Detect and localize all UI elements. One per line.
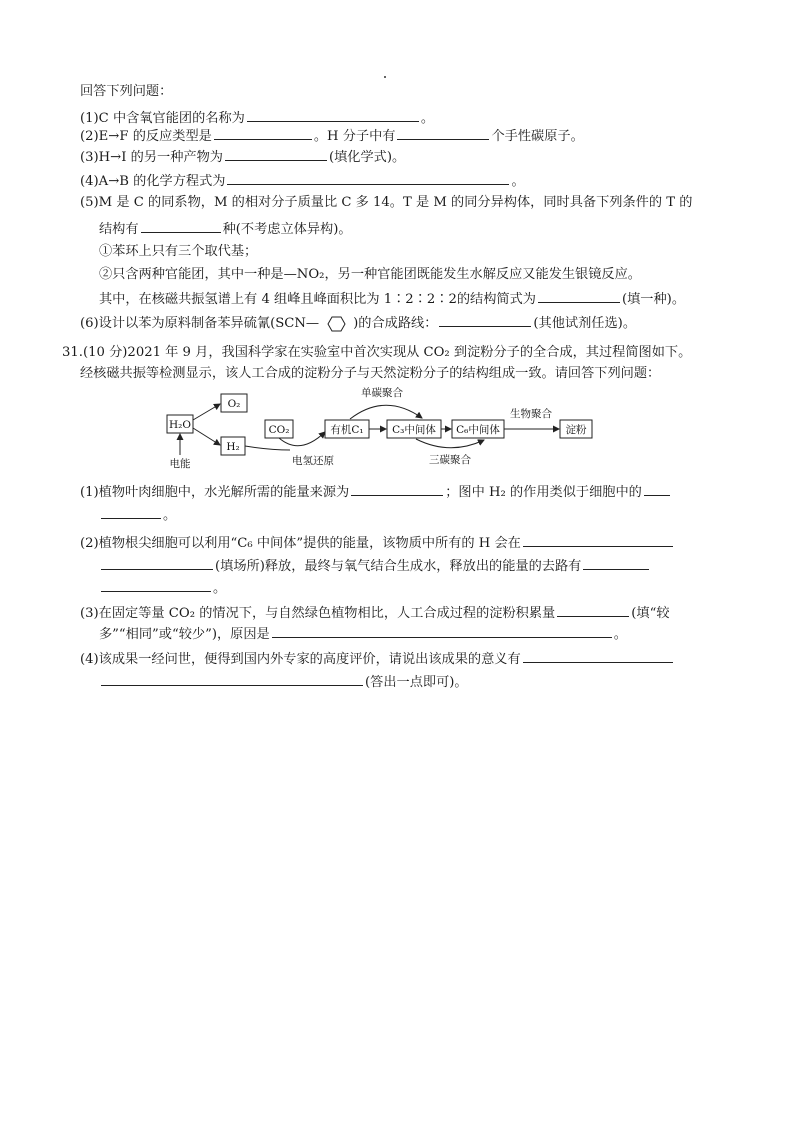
intro-text: 回答下列问题：	[80, 84, 173, 99]
q30-3-suffix: (填化学式)。	[328, 150, 406, 165]
q30-2-suffix: 个手性碳原子。	[491, 129, 584, 144]
organic-c1-label: 有机C₁	[330, 424, 364, 436]
q30-5-line2-suffix: 种(不考虑立体异构)。	[222, 222, 352, 237]
q31-4-line2-suffix: (答出一点即可)。	[365, 675, 468, 690]
q30-1	[80, 108, 434, 128]
q30-6-suffix: (其他试剂任选)。	[533, 316, 637, 331]
q31-4-answer-blank-b[interactable]	[101, 672, 363, 686]
q31-2-answer-blank-a[interactable]	[523, 533, 673, 547]
q31-4-line2	[99, 672, 468, 692]
q30-2-answer-blank-b[interactable]	[397, 126, 489, 140]
q30-5-line5	[99, 289, 685, 309]
q31-header: 31.(10 分)2021 年 9 月，我国科学家在实验室中首次实现从 CO₂ 到淀粉分子的全合成，其过程简图如下。	[62, 345, 692, 360]
three-carbon-polymerization-label: 三碳聚合	[429, 454, 471, 466]
q30-6-answer-blank[interactable]	[439, 313, 531, 327]
q31-3-answer-blank-b[interactable]	[272, 624, 612, 638]
q31-3-line1-prefix: (3)在固定等量 CO₂ 的情况下，与自然绿色植物相比，人工合成过程的淀粉积累量	[80, 606, 556, 621]
q31-3-line1	[80, 603, 670, 623]
q30-1-suffix: 。	[420, 111, 435, 126]
q30-4	[80, 171, 525, 191]
q30-5-line1: (5)M 是 C 的同系物，M 的相对分子质量比 C 多 14。T 是 M 的同分异构体，同时具备下列条件的 T 的	[80, 195, 693, 210]
q31-2-line2-middle: (填场所)释放，最终与氧气结合生成水，释放出的能量的去路有	[215, 559, 582, 574]
q31-2-answer-blank-c[interactable]	[583, 556, 649, 570]
q30-5-line2	[99, 219, 352, 239]
q31-1-line2	[99, 505, 176, 525]
q31-1-answer-blank-b[interactable]	[644, 482, 670, 496]
speck	[384, 76, 386, 78]
q30-3	[80, 147, 405, 167]
q31-4-line1-text: (4)该成果一经问世，便得到国内外专家的高度评价，请说出该成果的意义有	[80, 652, 521, 667]
q30-2-prefix: (2)E→F 的反应类型是	[80, 129, 212, 144]
biological-polymerization-label: 生物聚合	[510, 408, 552, 420]
electric-energy-label: 电能	[169, 458, 191, 470]
q31-3-line2-suffix: 。	[613, 627, 627, 642]
arrow-three-carbon	[416, 439, 484, 448]
q30-2-middle: 。H 分子中有	[313, 129, 396, 144]
benzene-ring-icon	[319, 314, 353, 334]
q31-3-answer-blank-a[interactable]	[557, 603, 629, 617]
q31-3-line1-suffix: (填“较	[631, 606, 670, 621]
co2-label: CO₂	[268, 424, 290, 436]
q31-2-line1-text: (2)植物根尖细胞可以利用“C₆ 中间体”提供的能量，该物质中所有的 H 会在	[80, 536, 521, 551]
line-h2-merge	[245, 446, 290, 450]
q31-1-middle: ；图中 H₂ 的作用类似于细胞中的	[445, 485, 642, 500]
q30-2-answer-blank-a[interactable]	[214, 126, 312, 140]
arrow-h2o-h2	[193, 428, 220, 445]
q30-6-middle: )的合成路线：	[353, 316, 438, 331]
q31-2-line3-suffix: 。	[213, 581, 227, 596]
q30-6-prefix: (6)设计以苯为原料制备苯异硫氰(SCN—	[80, 316, 320, 331]
q30-5-line2-prefix: 结构有	[99, 222, 139, 237]
q31-1-suffix: 。	[163, 508, 177, 523]
q30-2	[80, 126, 584, 146]
q30-5-line5-suffix: (填一种)。	[621, 292, 686, 307]
q30-4-answer-blank[interactable]	[227, 171, 509, 185]
q31-1-answer-blank-a[interactable]	[351, 482, 443, 496]
q31-3-line2	[99, 624, 627, 644]
c6-intermediate-label: C₆中间体	[456, 424, 500, 436]
q30-1-prefix: (1)C 中含氧官能团的名称为	[80, 111, 245, 126]
q31-1-answer-blank-c[interactable]	[101, 505, 161, 519]
q31-2-answer-blank-b[interactable]	[101, 556, 213, 570]
arrow-single-carbon	[350, 405, 422, 419]
q31-2-line2	[99, 556, 651, 576]
q30-1-answer-blank[interactable]	[247, 108, 419, 122]
q30-4-suffix: 。	[511, 174, 525, 189]
q31-4-answer-blank-a[interactable]	[523, 649, 673, 663]
starch-label: 淀粉	[565, 424, 587, 436]
q31-2-line3	[99, 578, 226, 598]
arrow-h2o-o2	[193, 404, 220, 420]
q30-5-condition-2: ②只含两种官能团，其中一种是—NO₂，另一种官能团既能发生水解反应又能发生银镜反应。	[99, 267, 641, 282]
q30-5-condition-1: ①苯环上只有三个取代基；	[99, 244, 258, 259]
q30-5-line5-prefix: 其中，在核磁共振氢谱上有 4 组峰且峰面积比为 1∶2∶2∶2的结构简式为	[99, 292, 536, 307]
single-carbon-polymerization-label: 单碳聚合	[361, 387, 403, 399]
q30-5-answer-blank-a[interactable]	[141, 219, 221, 233]
q31-2-line1	[80, 533, 675, 553]
q30-5-answer-blank-b[interactable]	[538, 289, 620, 303]
q30-6	[80, 313, 636, 334]
c3-intermediate-label: C₃中间体	[392, 424, 436, 436]
q31-1-line1	[80, 482, 672, 502]
synthesis-pathway-diagram	[150, 384, 610, 474]
q31-1-prefix: (1)植物叶肉细胞中，水光解所需的能量来源为	[80, 485, 350, 500]
h2-label: H₂	[226, 441, 240, 453]
q30-3-answer-blank[interactable]	[225, 147, 327, 161]
q31-4-line1	[80, 649, 675, 669]
q31-header-2: 经核磁共振等检测显示，该人工合成的淀粉分子与天然淀粉分子的结构组成一致。请回答下列问题：	[80, 366, 661, 381]
h2o-label: H₂O	[169, 419, 191, 431]
q31-2-answer-blank-d[interactable]	[101, 578, 211, 592]
o2-label: O₂	[227, 398, 241, 410]
electro-hydrogen-reduction-label: 电氢还原	[292, 455, 334, 467]
q31-3-line2-prefix: 多”“相同”或“较少”)，原因是	[99, 627, 270, 642]
q30-4-prefix: (4)A→B 的化学方程式为	[80, 174, 226, 189]
q30-3-prefix: (3)H→I 的另一种产物为	[80, 150, 223, 165]
